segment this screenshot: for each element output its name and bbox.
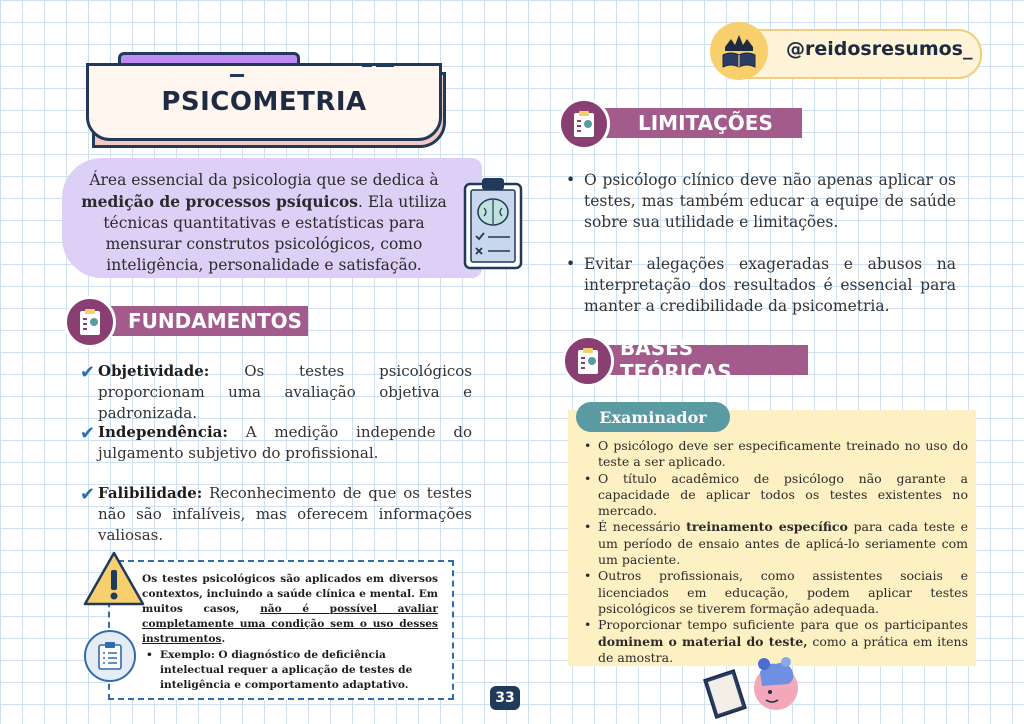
crown-book-logo [710, 22, 768, 80]
title-banner [86, 63, 442, 141]
page-number: 33 [490, 686, 520, 710]
list-item: • O psicólogo clínico deve não apenas aplicar os testes, mas também educar a equipe de saúde sobre sua utilidade e limitações. [566, 171, 956, 231]
intro-text: Área essencial da psicologia que se dedica à medição de processos psíquicos. Ela utiliza técnicas quantitativas e estatísticas para mensurar construtos psicológicos, como inteligência, personalidade e satisfação. [81, 171, 447, 274]
clipboard-list-icon [84, 630, 136, 682]
section-limitacoes-header [588, 108, 802, 138]
page-title: PSICOMETRIA [161, 87, 367, 117]
warning-text: Os testes psicológicos são aplicados em diversos contextos, incluindo a saúde clínica e mental. Em muitos casos, não é possível avaliar completamente uma condição sem o uso desses instrumentos. [142, 573, 438, 645]
social-handle: @reidosresumos_ [786, 38, 973, 60]
section-title: FUNDAMENTOS [128, 309, 303, 333]
list-item: • O psicólogo deve ser especificamente treinado no uso do teste a ser aplicado. [582, 438, 968, 471]
clipboard-icon [64, 296, 116, 348]
section-bases-header [592, 336, 808, 384]
checkmark-icon: ✔ [80, 484, 96, 505]
list-item: ✔ Falibilidade: Reconhecimento de que os testes não são infalíveis, mas oferecem informações valiosas. [80, 484, 472, 544]
list-item: • O título acadêmico de psicólogo não garante a capacidade de aplicar todos os testes existentes no mercado. [582, 471, 968, 520]
warning-icon [82, 550, 146, 608]
checkmark-icon: ✔ [80, 362, 96, 383]
list-item: ✔ Independência: A medição independe do julgamento subjetivo do profissional. [80, 423, 472, 462]
list-item: • Evitar alegações exageradas e abusos na interpretação dos resultados é essencial para manter a credibilidade da psicometria. [566, 255, 956, 315]
clipboard-icon [558, 98, 610, 150]
list-item: • Outros profissionais, como assistentes sociais e licenciados em educação, podem aplicar testes psicológicos se tiverem formação adequada. [582, 568, 968, 617]
title-dash [230, 74, 244, 77]
list-item: • É necessário treinamento específico para cada teste e um período de ensaio antes de aplicá-lo seriamente com um paciente. [582, 519, 968, 568]
list-item: • Proporcionar tempo suficiente para que os participantes dominem o material do teste, como a prática em itens de amostra. [582, 617, 968, 666]
section-title: BASES TEÓRICAS [620, 336, 732, 384]
book-puzzle-head-icon [700, 650, 804, 720]
title-dash [362, 64, 372, 67]
list-item: ✔ Objetividade: Os testes psicológicos proporcionam uma avaliação objetiva e padronizada. [80, 362, 472, 422]
checkmark-icon: ✔ [80, 423, 96, 444]
example-item: • Exemplo: O diagnóstico de deficiência intelectual requer a aplicação de testes de inteligência e comportamento adaptativo. [146, 649, 413, 691]
title-dash [376, 64, 394, 67]
section-title: LIMITAÇÕES [638, 111, 773, 135]
examinador-list [582, 438, 968, 666]
examinador-tag: Examinador [576, 402, 730, 432]
section-fundamentos-header [96, 306, 308, 336]
clipboard-brain-icon [462, 174, 524, 270]
clipboard-icon [562, 335, 614, 387]
